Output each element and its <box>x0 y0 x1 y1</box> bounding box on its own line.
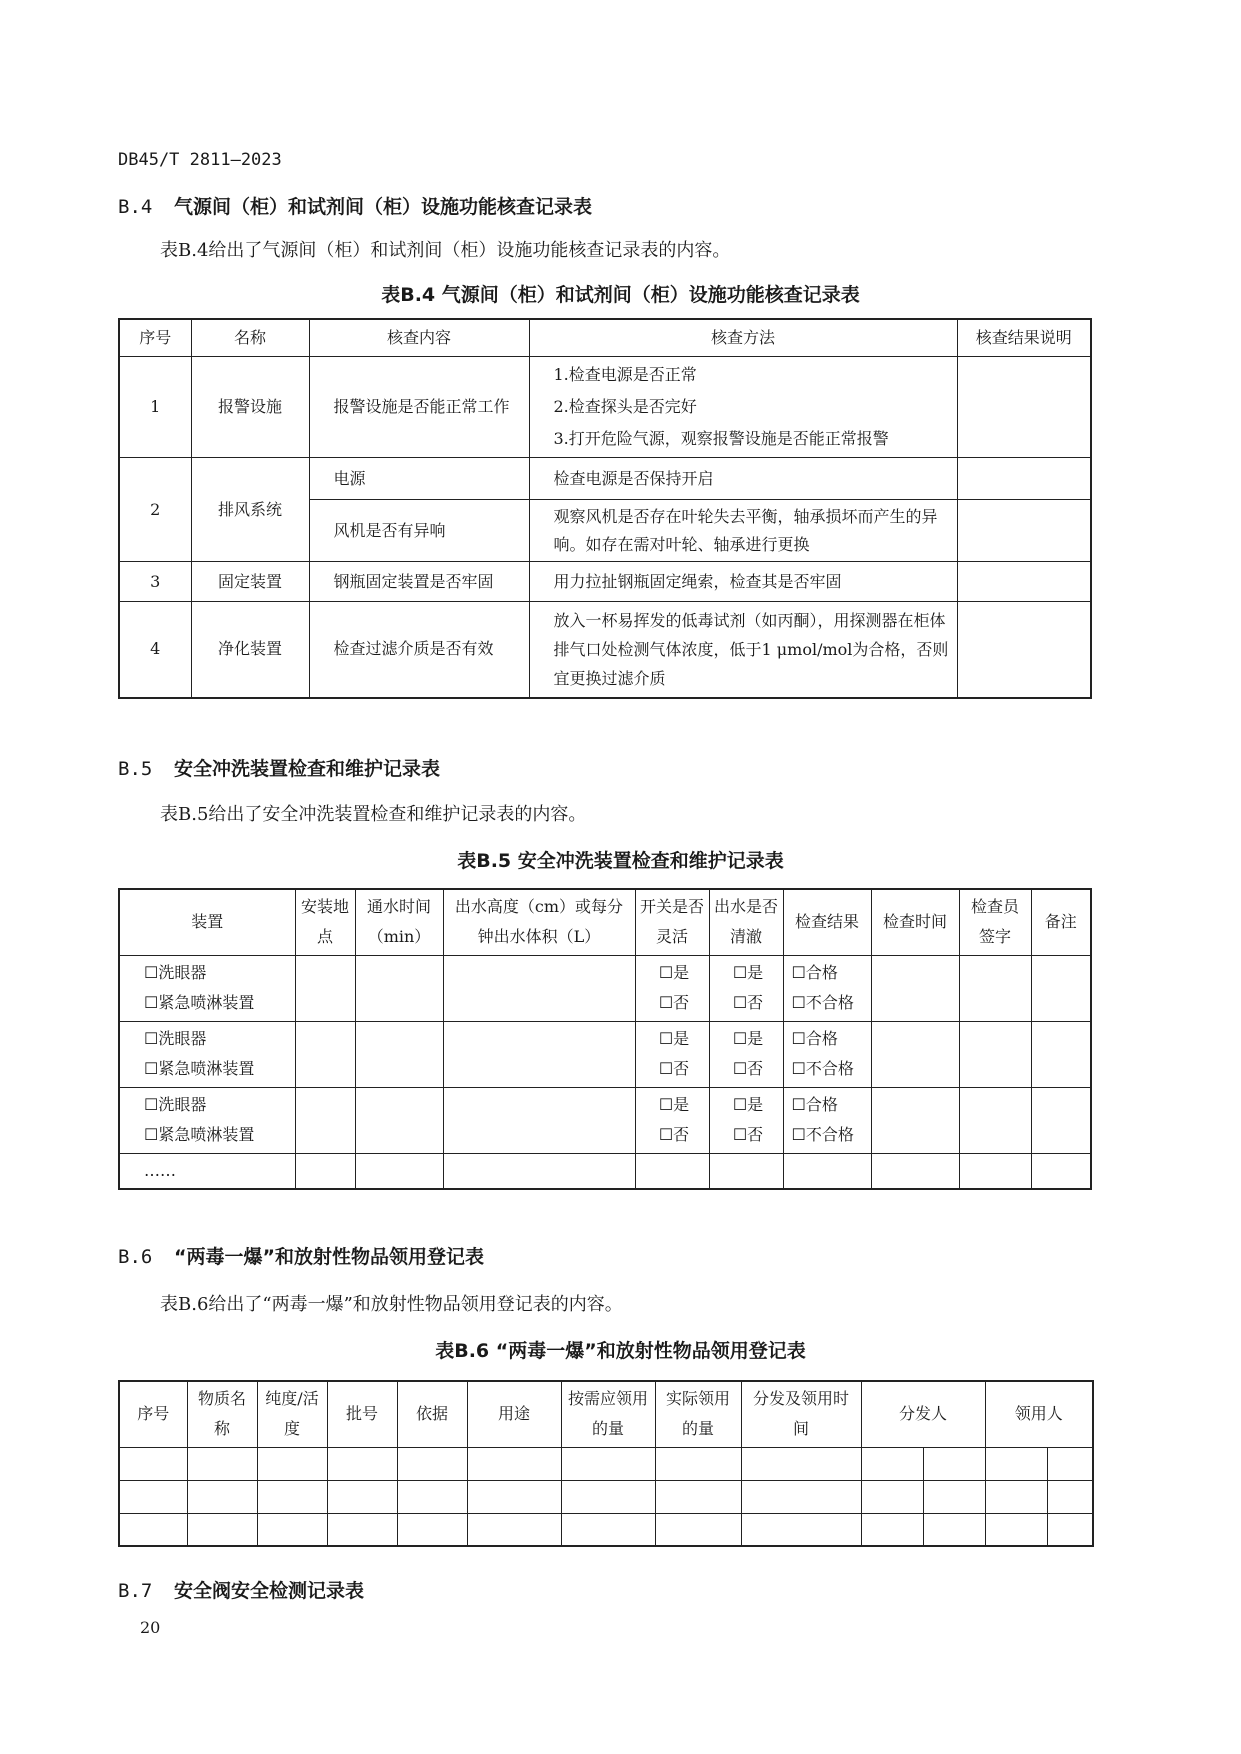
header-cell: 核查内容 <box>309 319 529 357</box>
method-line: 1.检查电源是否正常 <box>553 365 697 384</box>
header-cell: 通水时间（min） <box>355 889 443 955</box>
option-yes[interactable]: ☐是 <box>732 1095 764 1114</box>
section-number: B.6 <box>118 1246 153 1268</box>
cell[interactable] <box>655 1513 741 1546</box>
check-time-cell[interactable] <box>871 955 959 1021</box>
result-cell[interactable] <box>957 458 1091 500</box>
check-method: 观察风机是否存在叶轮失去平衡，轴承损坏而产生的异响。如存在需对叶轮、轴承进行更换 <box>529 500 957 562</box>
cell[interactable] <box>187 1447 257 1480</box>
check-content: 钢瓶固定装置是否牢固 <box>309 562 529 602</box>
option-yes[interactable]: ☐是 <box>732 963 764 982</box>
check-method: 检查电源是否保持开启 <box>529 458 957 500</box>
section-heading-b7 <box>118 1576 364 1603</box>
section-heading-b4 <box>118 192 592 219</box>
empty-cell[interactable] <box>871 1153 959 1189</box>
option-no[interactable]: ☐否 <box>658 993 690 1012</box>
row-number: 2 <box>119 458 191 562</box>
header-cell: 分发及领用时间 <box>741 1381 861 1447</box>
option-eyewash[interactable]: ☐洗眼器 <box>144 1095 207 1114</box>
option-shower[interactable]: ☐紧急喷淋装置 <box>144 1125 255 1144</box>
section-title: “两毒一爆”和放射性物品领用登记表 <box>174 1246 484 1268</box>
header-cell: 依据 <box>397 1381 467 1447</box>
check-method: 用力拉扯钢瓶固定绳索，检查其是否牢固 <box>529 562 957 602</box>
result-cell[interactable] <box>957 602 1091 698</box>
table-caption-b5: 表B.5 安全冲洗装置检查和维护记录表 <box>457 850 784 872</box>
header-cell: 开关是否灵活 <box>635 889 709 955</box>
option-pass[interactable]: ☐合格 <box>791 963 838 982</box>
header-cell: 序号 <box>119 319 191 357</box>
time-cell[interactable] <box>355 1087 443 1153</box>
cell[interactable] <box>119 1513 187 1546</box>
cell[interactable] <box>741 1513 861 1546</box>
empty-cell[interactable] <box>635 1153 709 1189</box>
check-time-cell[interactable] <box>871 1021 959 1087</box>
section-heading-b5 <box>118 754 440 781</box>
row-number: 1 <box>119 357 191 458</box>
option-yes[interactable]: ☐是 <box>658 1095 690 1114</box>
table-row <box>119 1087 1091 1153</box>
facility-name: 净化装置 <box>191 602 309 698</box>
header-cell: 核查方法 <box>529 319 957 357</box>
header-cell: 检查时间 <box>871 889 959 955</box>
header-cell: 出水高度（cm）或每分钟出水体积（L） <box>443 889 635 955</box>
facility-name: 报警设施 <box>191 357 309 458</box>
option-yes[interactable]: ☐是 <box>658 1029 690 1048</box>
section-title: 安全冲洗装置检查和维护记录表 <box>174 758 441 780</box>
cell[interactable] <box>327 1513 397 1546</box>
empty-cell[interactable] <box>1031 1153 1091 1189</box>
cell[interactable] <box>119 1480 187 1513</box>
option-shower[interactable]: ☐紧急喷淋装置 <box>144 993 255 1012</box>
option-eyewash[interactable]: ☐洗眼器 <box>144 963 207 982</box>
page-number: 20 <box>140 1618 161 1637</box>
cell[interactable] <box>923 1480 985 1513</box>
cell[interactable] <box>923 1447 985 1480</box>
cell[interactable] <box>741 1480 861 1513</box>
section-title: 安全阀安全检测记录表 <box>174 1580 365 1602</box>
result-cell[interactable] <box>957 357 1091 458</box>
check-method: 放入一杯易挥发的低毒试剂（如丙酮），用探测器在柜体排气口处检测气体浓度，低于1 μmol/mol为合格，否则宜更换过滤介质 <box>529 602 957 698</box>
header-cell: 领用人 <box>985 1381 1093 1447</box>
cell[interactable] <box>985 1480 1047 1513</box>
header-cell: 安装地点 <box>295 889 355 955</box>
section-number: B.4 <box>118 196 153 218</box>
cell[interactable] <box>561 1447 655 1480</box>
cell[interactable] <box>257 1513 327 1546</box>
result-cell[interactable] <box>957 562 1091 602</box>
cell[interactable] <box>861 1513 923 1546</box>
row-number: 3 <box>119 562 191 602</box>
option-no[interactable]: ☐否 <box>732 993 764 1012</box>
height-cell[interactable] <box>443 1021 635 1087</box>
option-no[interactable]: ☐否 <box>732 1125 764 1144</box>
header-cell: 检查员签字 <box>959 889 1031 955</box>
check-content: 风机是否有异响 <box>309 500 529 562</box>
method-line: 3.打开危险气源，观察报警设施是否能正常报警 <box>553 429 889 448</box>
check-content: 检查过滤介质是否有效 <box>309 602 529 698</box>
cell[interactable] <box>561 1513 655 1546</box>
cell[interactable] <box>467 1480 561 1513</box>
check-content: 报警设施是否能正常工作 <box>309 357 529 458</box>
signer-cell[interactable] <box>959 1021 1031 1087</box>
cell[interactable] <box>861 1480 923 1513</box>
document-code: DB45/T 2811—2023 <box>118 150 282 170</box>
cell[interactable] <box>655 1447 741 1480</box>
header-cell: 序号 <box>119 1381 187 1447</box>
cell[interactable] <box>187 1513 257 1546</box>
header-cell: 备注 <box>1031 889 1091 955</box>
cell[interactable] <box>397 1447 467 1480</box>
location-cell[interactable] <box>295 955 355 1021</box>
remark-cell[interactable] <box>1031 1021 1091 1087</box>
option-eyewash[interactable]: ☐洗眼器 <box>144 1029 207 1048</box>
height-cell[interactable] <box>443 955 635 1021</box>
header-cell: 名称 <box>191 319 309 357</box>
location-cell[interactable] <box>295 1021 355 1087</box>
cell[interactable] <box>741 1447 861 1480</box>
cell[interactable] <box>561 1480 655 1513</box>
section-number: B.7 <box>118 1580 153 1602</box>
section-title: 气源间（柜）和试剂间（柜）设施功能核查记录表 <box>174 196 593 218</box>
header-cell: 用途 <box>467 1381 561 1447</box>
cell[interactable] <box>327 1480 397 1513</box>
method-line: 2.检查探头是否完好 <box>553 397 697 416</box>
cell[interactable] <box>119 1447 187 1480</box>
row-number: 4 <box>119 602 191 698</box>
header-cell: 装置 <box>119 889 295 955</box>
option-no[interactable]: ☐否 <box>732 1059 764 1078</box>
table-caption-b4: 表B.4 气源间（柜）和试剂间（柜）设施功能核查记录表 <box>381 284 860 306</box>
header-cell: 物质名称 <box>187 1381 257 1447</box>
facility-name: 固定装置 <box>191 562 309 602</box>
check-method <box>529 357 957 458</box>
facility-name: 排风系统 <box>191 458 309 562</box>
check-time-cell[interactable] <box>871 1087 959 1153</box>
header-cell: 分发人 <box>861 1381 985 1447</box>
table-caption-b6: 表B.6 “两毒一爆”和放射性物品领用登记表 <box>435 1340 806 1362</box>
cell[interactable] <box>327 1447 397 1480</box>
option-no[interactable]: ☐否 <box>658 1059 690 1078</box>
empty-cell[interactable] <box>709 1153 783 1189</box>
cell[interactable] <box>861 1447 923 1480</box>
header-cell: 按需应领用的量 <box>561 1381 655 1447</box>
cell[interactable] <box>257 1480 327 1513</box>
result-cell[interactable] <box>957 500 1091 562</box>
cell[interactable] <box>923 1513 985 1546</box>
cell[interactable] <box>1047 1447 1093 1480</box>
time-cell[interactable] <box>355 1021 443 1087</box>
section-paragraph-b6: 表B.6给出了“两毒一爆”和放射性物品领用登记表的内容。 <box>160 1294 623 1315</box>
header-cell: 检查结果 <box>783 889 871 955</box>
location-cell[interactable] <box>295 1087 355 1153</box>
cell[interactable] <box>985 1513 1047 1546</box>
option-yes[interactable]: ☐是 <box>732 1029 764 1048</box>
empty-cell[interactable] <box>959 1153 1031 1189</box>
table-row <box>119 1447 1093 1480</box>
table-row <box>119 1153 1091 1189</box>
table-row <box>119 1021 1091 1087</box>
section-paragraph-b4: 表B.4给出了气源间（柜）和试剂间（柜）设施功能核查记录表的内容。 <box>160 240 731 261</box>
empty-cell[interactable] <box>295 1153 355 1189</box>
empty-cell[interactable] <box>355 1153 443 1189</box>
table-b6 <box>118 1380 1094 1547</box>
option-pass[interactable]: ☐合格 <box>791 1095 838 1114</box>
cell[interactable] <box>257 1447 327 1480</box>
signer-cell[interactable] <box>959 955 1031 1021</box>
cell[interactable] <box>655 1480 741 1513</box>
option-fail[interactable]: ☐不合格 <box>791 993 854 1012</box>
check-content: 电源 <box>309 458 529 500</box>
option-shower[interactable]: ☐紧急喷淋装置 <box>144 1059 255 1078</box>
header-cell: 纯度/活度 <box>257 1381 327 1447</box>
header-cell: 出水是否清澈 <box>709 889 783 955</box>
section-paragraph-b5: 表B.5给出了安全冲洗装置检查和维护记录表的内容。 <box>160 804 587 825</box>
empty-cell[interactable] <box>783 1153 871 1189</box>
option-fail[interactable]: ☐不合格 <box>791 1059 854 1078</box>
option-no[interactable]: ☐否 <box>658 1125 690 1144</box>
table-b4 <box>118 318 1092 699</box>
cell[interactable] <box>1047 1480 1093 1513</box>
cell[interactable] <box>187 1480 257 1513</box>
header-cell: 批号 <box>327 1381 397 1447</box>
height-cell[interactable] <box>443 1087 635 1153</box>
time-cell[interactable] <box>355 955 443 1021</box>
cell[interactable] <box>1047 1513 1093 1546</box>
ellipsis: …… <box>144 1160 176 1180</box>
option-pass[interactable]: ☐合格 <box>791 1029 838 1048</box>
section-heading-b6 <box>118 1242 484 1269</box>
table-row <box>119 1480 1093 1513</box>
remark-cell[interactable] <box>1031 1087 1091 1153</box>
table-b5 <box>118 888 1092 1190</box>
remark-cell[interactable] <box>1031 955 1091 1021</box>
empty-cell[interactable] <box>443 1153 635 1189</box>
header-cell: 实际领用的量 <box>655 1381 741 1447</box>
section-number: B.5 <box>118 758 153 780</box>
cell[interactable] <box>467 1513 561 1546</box>
option-fail[interactable]: ☐不合格 <box>791 1125 854 1144</box>
table-row <box>119 955 1091 1021</box>
cell[interactable] <box>985 1447 1047 1480</box>
cell[interactable] <box>397 1480 467 1513</box>
cell[interactable] <box>397 1513 467 1546</box>
table-row <box>119 1513 1093 1546</box>
cell[interactable] <box>467 1447 561 1480</box>
signer-cell[interactable] <box>959 1087 1031 1153</box>
header-cell: 核查结果说明 <box>957 319 1091 357</box>
option-yes[interactable]: ☐是 <box>658 963 690 982</box>
